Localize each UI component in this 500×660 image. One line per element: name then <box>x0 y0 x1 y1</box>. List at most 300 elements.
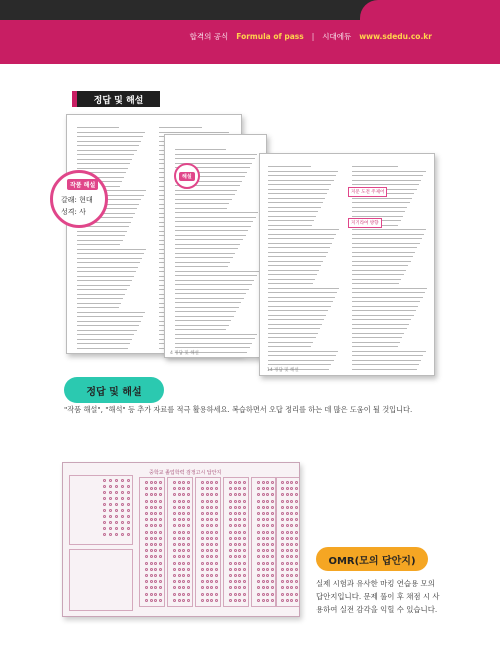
omr-bubble[interactable] <box>201 500 204 503</box>
omr-bubble[interactable] <box>290 500 293 503</box>
omr-bubble[interactable] <box>150 599 153 602</box>
omr-bubble[interactable] <box>159 512 162 515</box>
omr-bubble[interactable] <box>243 506 246 509</box>
omr-bubble[interactable] <box>109 521 112 524</box>
omr-bubble[interactable] <box>262 506 265 509</box>
omr-bubble[interactable] <box>215 531 218 534</box>
omr-bubble[interactable] <box>238 599 241 602</box>
omr-bubble[interactable] <box>178 568 181 571</box>
omr-bubble[interactable] <box>150 549 153 552</box>
omr-bubble[interactable] <box>286 599 289 602</box>
omr-bubble[interactable] <box>286 593 289 596</box>
omr-bubble[interactable] <box>266 500 269 503</box>
omr-bubble[interactable] <box>286 549 289 552</box>
omr-bubble[interactable] <box>173 512 176 515</box>
omr-bubble[interactable] <box>266 512 269 515</box>
omr-bubble[interactable] <box>115 479 118 482</box>
omr-bubble[interactable] <box>103 491 106 494</box>
omr-bubble[interactable] <box>290 543 293 546</box>
omr-bubble[interactable] <box>121 479 124 482</box>
omr-bubble[interactable] <box>115 485 118 488</box>
omr-bubble[interactable] <box>154 574 157 577</box>
omr-bubble[interactable] <box>178 549 181 552</box>
omr-bubble[interactable] <box>145 574 148 577</box>
omr-bubble[interactable] <box>229 562 232 565</box>
omr-bubble[interactable] <box>215 549 218 552</box>
omr-bubble[interactable] <box>243 537 246 540</box>
omr-bubble[interactable] <box>238 481 241 484</box>
omr-bubble[interactable] <box>178 562 181 565</box>
omr-bubble[interactable] <box>103 521 106 524</box>
omr-bubble[interactable] <box>201 599 204 602</box>
omr-bubble[interactable] <box>271 574 274 577</box>
omr-bubble[interactable] <box>281 593 284 596</box>
omr-bubble[interactable] <box>243 574 246 577</box>
omr-bubble[interactable] <box>290 481 293 484</box>
omr-bubble[interactable] <box>150 481 153 484</box>
omr-bubble[interactable] <box>187 549 190 552</box>
omr-bubble[interactable] <box>154 593 157 596</box>
omr-bubble[interactable] <box>257 531 260 534</box>
omr-bubble[interactable] <box>154 599 157 602</box>
omr-bubble[interactable] <box>215 500 218 503</box>
omr-bubble[interactable] <box>295 481 298 484</box>
omr-bubble[interactable] <box>257 574 260 577</box>
omr-bubble[interactable] <box>271 543 274 546</box>
omr-bubble[interactable] <box>229 500 232 503</box>
omr-bubble[interactable] <box>229 599 232 602</box>
omr-bubble[interactable] <box>234 537 237 540</box>
omr-bubble[interactable] <box>266 537 269 540</box>
omr-bubble[interactable] <box>290 562 293 565</box>
omr-bubble[interactable] <box>150 487 153 490</box>
omr-bubble[interactable] <box>271 549 274 552</box>
omr-bubble[interactable] <box>257 568 260 571</box>
omr-bubble[interactable] <box>234 487 237 490</box>
omr-bubble[interactable] <box>243 543 246 546</box>
omr-bubble[interactable] <box>182 574 185 577</box>
omr-bubble[interactable] <box>262 599 265 602</box>
omr-bubble[interactable] <box>121 497 124 500</box>
omr-bubble[interactable] <box>178 500 181 503</box>
omr-bubble[interactable] <box>154 500 157 503</box>
omr-bubble[interactable] <box>206 599 209 602</box>
omr-bubble[interactable] <box>103 485 106 488</box>
omr-bubble[interactable] <box>159 518 162 521</box>
omr-bubble[interactable] <box>234 518 237 521</box>
omr-bubble[interactable] <box>295 518 298 521</box>
omr-bubble[interactable] <box>182 512 185 515</box>
omr-bubble[interactable] <box>281 568 284 571</box>
omr-bubble[interactable] <box>271 500 274 503</box>
omr-bubble[interactable] <box>238 500 241 503</box>
omr-bubble[interactable] <box>234 549 237 552</box>
omr-bubble[interactable] <box>234 599 237 602</box>
omr-bubble[interactable] <box>206 531 209 534</box>
omr-bubble[interactable] <box>257 537 260 540</box>
omr-bubble[interactable] <box>187 500 190 503</box>
omr-bubble[interactable] <box>159 580 162 583</box>
omr-bubble[interactable] <box>115 533 118 536</box>
omr-bubble[interactable] <box>115 509 118 512</box>
omr-bubble[interactable] <box>150 593 153 596</box>
omr-bubble[interactable] <box>145 593 148 596</box>
omr-bubble[interactable] <box>210 593 213 596</box>
omr-bubble[interactable] <box>182 593 185 596</box>
omr-bubble[interactable] <box>262 481 265 484</box>
omr-bubble[interactable] <box>187 562 190 565</box>
omr-bubble[interactable] <box>271 537 274 540</box>
omr-bubble[interactable] <box>243 580 246 583</box>
omr-bubble[interactable] <box>281 599 284 602</box>
omr-bubble[interactable] <box>150 543 153 546</box>
omr-bubble[interactable] <box>215 562 218 565</box>
omr-bubble[interactable] <box>295 593 298 596</box>
omr-bubble[interactable] <box>201 543 204 546</box>
omr-bubble[interactable] <box>262 580 265 583</box>
omr-bubble[interactable] <box>238 531 241 534</box>
omr-bubble[interactable] <box>154 543 157 546</box>
omr-bubble[interactable] <box>187 506 190 509</box>
omr-bubble[interactable] <box>159 543 162 546</box>
omr-bubble[interactable] <box>234 500 237 503</box>
omr-bubble[interactable] <box>243 549 246 552</box>
omr-bubble[interactable] <box>262 487 265 490</box>
omr-bubble[interactable] <box>286 487 289 490</box>
omr-bubble[interactable] <box>145 531 148 534</box>
omr-bubble[interactable] <box>257 512 260 515</box>
omr-bubble[interactable] <box>234 562 237 565</box>
omr-bubble[interactable] <box>243 512 246 515</box>
omr-bubble[interactable] <box>290 506 293 509</box>
omr-bubble[interactable] <box>127 491 130 494</box>
omr-bubble[interactable] <box>215 580 218 583</box>
omr-bubble[interactable] <box>234 568 237 571</box>
omr-bubble[interactable] <box>127 533 130 536</box>
omr-bubble[interactable] <box>295 549 298 552</box>
omr-bubble[interactable] <box>257 562 260 565</box>
omr-bubble[interactable] <box>243 562 246 565</box>
omr-bubble[interactable] <box>115 497 118 500</box>
omr-bubble[interactable] <box>115 527 118 530</box>
omr-bubble[interactable] <box>295 580 298 583</box>
omr-bubble[interactable] <box>154 537 157 540</box>
omr-bubble[interactable] <box>182 537 185 540</box>
omr-bubble[interactable] <box>206 543 209 546</box>
omr-bubble[interactable] <box>257 543 260 546</box>
omr-bubble[interactable] <box>159 568 162 571</box>
omr-bubble[interactable] <box>109 497 112 500</box>
omr-bubble[interactable] <box>121 515 124 518</box>
omr-bubble[interactable] <box>262 512 265 515</box>
omr-bubble[interactable] <box>215 537 218 540</box>
omr-bubble[interactable] <box>145 481 148 484</box>
omr-bubble[interactable] <box>229 574 232 577</box>
omr-bubble[interactable] <box>150 537 153 540</box>
omr-bubble[interactable] <box>295 512 298 515</box>
omr-bubble[interactable] <box>201 562 204 565</box>
omr-bubble[interactable] <box>109 515 112 518</box>
omr-bubble[interactable] <box>262 531 265 534</box>
omr-bubble[interactable] <box>127 479 130 482</box>
omr-bubble[interactable] <box>229 531 232 534</box>
omr-bubble[interactable] <box>206 593 209 596</box>
omr-bubble[interactable] <box>187 481 190 484</box>
omr-bubble[interactable] <box>150 518 153 521</box>
omr-bubble[interactable] <box>271 518 274 521</box>
omr-bubble[interactable] <box>271 487 274 490</box>
omr-bubble[interactable] <box>262 549 265 552</box>
omr-bubble[interactable] <box>103 497 106 500</box>
omr-bubble[interactable] <box>281 562 284 565</box>
omr-bubble[interactable] <box>182 562 185 565</box>
omr-bubble[interactable] <box>257 506 260 509</box>
omr-bubble[interactable] <box>266 574 269 577</box>
omr-bubble[interactable] <box>178 599 181 602</box>
omr-bubble[interactable] <box>206 481 209 484</box>
omr-bubble[interactable] <box>215 543 218 546</box>
omr-bubble[interactable] <box>121 527 124 530</box>
omr-bubble[interactable] <box>127 485 130 488</box>
omr-bubble[interactable] <box>210 512 213 515</box>
omr-bubble[interactable] <box>182 568 185 571</box>
omr-bubble[interactable] <box>215 506 218 509</box>
omr-bubble[interactable] <box>145 512 148 515</box>
omr-bubble[interactable] <box>262 568 265 571</box>
omr-bubble[interactable] <box>234 531 237 534</box>
omr-bubble[interactable] <box>266 543 269 546</box>
omr-bubble[interactable] <box>243 518 246 521</box>
omr-bubble[interactable] <box>210 599 213 602</box>
omr-bubble[interactable] <box>281 574 284 577</box>
omr-bubble[interactable] <box>234 580 237 583</box>
omr-bubble[interactable] <box>121 491 124 494</box>
omr-bubble[interactable] <box>159 593 162 596</box>
omr-bubble[interactable] <box>103 503 106 506</box>
omr-bubble[interactable] <box>290 568 293 571</box>
omr-bubble[interactable] <box>234 593 237 596</box>
omr-bubble[interactable] <box>290 531 293 534</box>
omr-bubble[interactable] <box>173 599 176 602</box>
omr-bubble[interactable] <box>266 531 269 534</box>
omr-bubble[interactable] <box>286 537 289 540</box>
omr-bubble[interactable] <box>295 537 298 540</box>
omr-bubble[interactable] <box>295 562 298 565</box>
omr-bubble[interactable] <box>271 568 274 571</box>
omr-bubble[interactable] <box>201 531 204 534</box>
omr-bubble[interactable] <box>178 593 181 596</box>
omr-bubble[interactable] <box>286 500 289 503</box>
omr-bubble[interactable] <box>201 537 204 540</box>
omr-bubble[interactable] <box>187 531 190 534</box>
omr-bubble[interactable] <box>286 518 289 521</box>
omr-bubble[interactable] <box>210 568 213 571</box>
omr-bubble[interactable] <box>238 562 241 565</box>
omr-bubble[interactable] <box>178 543 181 546</box>
omr-bubble[interactable] <box>187 537 190 540</box>
omr-bubble[interactable] <box>173 543 176 546</box>
omr-bubble[interactable] <box>281 500 284 503</box>
omr-bubble[interactable] <box>257 599 260 602</box>
omr-bubble[interactable] <box>271 481 274 484</box>
omr-bubble[interactable] <box>154 506 157 509</box>
omr-bubble[interactable] <box>150 568 153 571</box>
omr-bubble[interactable] <box>206 512 209 515</box>
omr-bubble[interactable] <box>257 481 260 484</box>
omr-bubble[interactable] <box>243 481 246 484</box>
omr-bubble[interactable] <box>145 562 148 565</box>
omr-bubble[interactable] <box>234 506 237 509</box>
omr-bubble[interactable] <box>127 497 130 500</box>
omr-bubble[interactable] <box>187 568 190 571</box>
omr-bubble[interactable] <box>286 580 289 583</box>
omr-bubble[interactable] <box>262 574 265 577</box>
omr-bubble[interactable] <box>286 481 289 484</box>
omr-bubble[interactable] <box>178 537 181 540</box>
omr-bubble[interactable] <box>187 580 190 583</box>
omr-bubble[interactable] <box>215 481 218 484</box>
omr-bubble[interactable] <box>178 580 181 583</box>
omr-bubble[interactable] <box>271 506 274 509</box>
omr-bubble[interactable] <box>159 549 162 552</box>
omr-bubble[interactable] <box>159 599 162 602</box>
omr-bubble[interactable] <box>210 537 213 540</box>
omr-bubble[interactable] <box>182 506 185 509</box>
omr-bubble[interactable] <box>295 506 298 509</box>
omr-bubble[interactable] <box>234 481 237 484</box>
omr-bubble[interactable] <box>109 503 112 506</box>
omr-bubble[interactable] <box>159 487 162 490</box>
omr-bubble[interactable] <box>178 518 181 521</box>
omr-bubble[interactable] <box>286 506 289 509</box>
omr-bubble[interactable] <box>281 512 284 515</box>
omr-bubble[interactable] <box>115 515 118 518</box>
omr-bubble[interactable] <box>266 481 269 484</box>
omr-bubble[interactable] <box>103 479 106 482</box>
omr-bubble[interactable] <box>281 543 284 546</box>
omr-bubble[interactable] <box>121 485 124 488</box>
omr-bubble[interactable] <box>201 574 204 577</box>
omr-bubble[interactable] <box>295 574 298 577</box>
omr-bubble[interactable] <box>295 599 298 602</box>
omr-bubble[interactable] <box>234 512 237 515</box>
omr-bubble[interactable] <box>115 521 118 524</box>
omr-bubble[interactable] <box>173 568 176 571</box>
omr-bubble[interactable] <box>266 593 269 596</box>
omr-bubble[interactable] <box>145 599 148 602</box>
omr-bubble[interactable] <box>229 481 232 484</box>
omr-bubble[interactable] <box>159 574 162 577</box>
omr-bubble[interactable] <box>173 481 176 484</box>
omr-bubble[interactable] <box>210 531 213 534</box>
omr-bubble[interactable] <box>173 593 176 596</box>
omr-bubble[interactable] <box>103 515 106 518</box>
omr-bubble[interactable] <box>238 543 241 546</box>
omr-bubble[interactable] <box>271 593 274 596</box>
omr-bubble[interactable] <box>243 500 246 503</box>
omr-bubble[interactable] <box>271 580 274 583</box>
omr-bubble[interactable] <box>206 487 209 490</box>
omr-bubble[interactable] <box>150 512 153 515</box>
omr-bubble[interactable] <box>201 568 204 571</box>
omr-bubble[interactable] <box>286 543 289 546</box>
omr-bubble[interactable] <box>178 487 181 490</box>
omr-bubble[interactable] <box>150 580 153 583</box>
omr-bubble[interactable] <box>238 512 241 515</box>
omr-bubble[interactable] <box>215 574 218 577</box>
omr-bubble[interactable] <box>215 487 218 490</box>
omr-bubble[interactable] <box>109 509 112 512</box>
omr-bubble[interactable] <box>210 574 213 577</box>
omr-bubble[interactable] <box>154 512 157 515</box>
omr-bubble[interactable] <box>206 518 209 521</box>
omr-bubble[interactable] <box>210 506 213 509</box>
omr-bubble[interactable] <box>286 568 289 571</box>
omr-bubble[interactable] <box>173 506 176 509</box>
omr-bubble[interactable] <box>150 562 153 565</box>
omr-bubble[interactable] <box>173 537 176 540</box>
omr-bubble[interactable] <box>182 531 185 534</box>
publisher-url[interactable]: www.sdedu.co.kr <box>359 32 432 41</box>
omr-bubble[interactable] <box>206 568 209 571</box>
omr-bubble[interactable] <box>243 531 246 534</box>
omr-bubble[interactable] <box>290 537 293 540</box>
omr-bubble[interactable] <box>109 491 112 494</box>
omr-bubble[interactable] <box>109 533 112 536</box>
omr-bubble[interactable] <box>187 487 190 490</box>
omr-bubble[interactable] <box>159 506 162 509</box>
omr-bubble[interactable] <box>286 562 289 565</box>
omr-bubble[interactable] <box>257 593 260 596</box>
omr-bubble[interactable] <box>182 599 185 602</box>
omr-bubble[interactable] <box>109 485 112 488</box>
omr-bubble[interactable] <box>159 481 162 484</box>
omr-bubble[interactable] <box>121 503 124 506</box>
omr-bubble[interactable] <box>187 593 190 596</box>
omr-bubble[interactable] <box>295 531 298 534</box>
omr-bubble[interactable] <box>154 562 157 565</box>
omr-bubble[interactable] <box>290 512 293 515</box>
omr-bubble[interactable] <box>187 518 190 521</box>
omr-bubble[interactable] <box>127 509 130 512</box>
omr-bubble[interactable] <box>145 543 148 546</box>
omr-bubble[interactable] <box>290 574 293 577</box>
omr-bubble[interactable] <box>210 500 213 503</box>
omr-bubble[interactable] <box>115 491 118 494</box>
omr-bubble[interactable] <box>206 562 209 565</box>
omr-bubble[interactable] <box>271 599 274 602</box>
omr-bubble[interactable] <box>173 562 176 565</box>
omr-bubble[interactable] <box>159 500 162 503</box>
omr-bubble[interactable] <box>145 568 148 571</box>
omr-bubble[interactable] <box>201 506 204 509</box>
omr-bubble[interactable] <box>238 537 241 540</box>
omr-bubble[interactable] <box>173 500 176 503</box>
omr-bubble[interactable] <box>178 531 181 534</box>
omr-bubble[interactable] <box>121 521 124 524</box>
omr-bubble[interactable] <box>295 543 298 546</box>
omr-bubble[interactable] <box>127 527 130 530</box>
omr-bubble[interactable] <box>178 481 181 484</box>
omr-bubble[interactable] <box>201 512 204 515</box>
omr-bubble[interactable] <box>159 531 162 534</box>
omr-bubble[interactable] <box>121 533 124 536</box>
omr-bubble[interactable] <box>229 512 232 515</box>
omr-bubble[interactable] <box>286 531 289 534</box>
omr-bubble[interactable] <box>266 562 269 565</box>
omr-bubble[interactable] <box>215 518 218 521</box>
omr-bubble[interactable] <box>127 503 130 506</box>
